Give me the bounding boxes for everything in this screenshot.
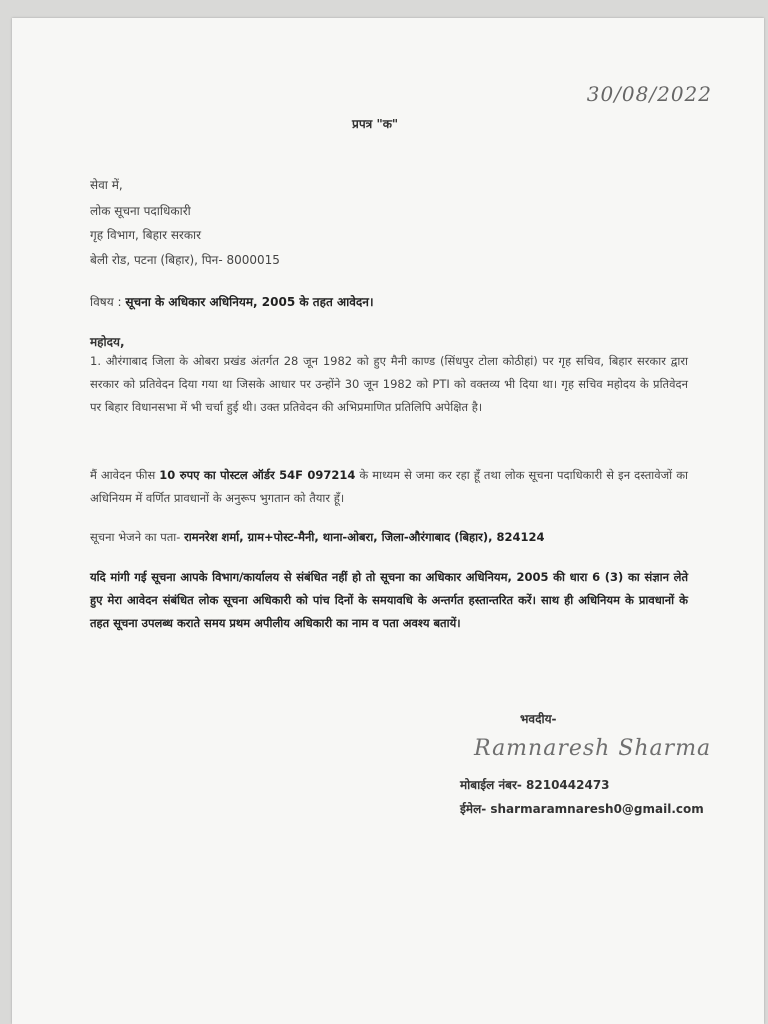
subject-text: सूचना के अधिकार अधिनियम, 2005 के तहत आवेदन।: [125, 295, 374, 309]
paragraph-address: [90, 526, 688, 549]
paragraph-request: 1. औरंगाबाद जिला के ओबरा प्रखंड अंतर्गत 28 जून 1982 को हुए मैनी काण्ड (सिंधपुर टोला कोठीहां) पर गृह सचिव, बिहार सरकार द्वारा सरकार को प्रतिवेदन दिया गया था जिसके आधार पर उन्होंने 30 जून 1982 को PTI को वक्तव्य भी दिया था। गृह सचिव महोदय के प्रतिवेदन पर बिहार विधानसभा में भी चर्चा हुई थी। उक्त प्रतिवेदन की अभिप्रमाणित प्रतिलिपि अपेक्षित है।: [90, 354, 688, 414]
postal-order-detail: 10 रुपए का पोस्टल ऑर्डर 54F 097214: [159, 468, 356, 482]
salutation: महोदय,: [90, 335, 125, 349]
paragraph-fee: [90, 464, 688, 510]
address-line-3: गृह विभाग, बिहार सरकार: [90, 228, 202, 242]
mobile-number: मोबाईल नंबर- 8210442473: [460, 778, 610, 792]
signature: Ramnaresh Sharma: [474, 736, 712, 761]
address-line-2: लोक सूचना पदाधिकारी: [90, 204, 191, 218]
subject-prefix: विषय :: [90, 295, 126, 309]
closing-text: भवदीय-: [520, 712, 557, 726]
paragraph-transfer: यदि मांगी गई सूचना आपके विभाग/कार्यालय से संबंधित नहीं हो तो सूचना का अधिकार अधिनियम, 2005 की धारा 6 (3) का संज्ञान लेते हुए मेरा आवेदन संबंधित लोक सूचना अधिकारी को पांच दिनों के समयावधि के अन्तर्गत हस्तान्तरित करें। साथ ही अधिनियम के प्रावधानों के तहत सूचना उपलब्ध कराते समय प्रथम अपीलीय अधिकारी का नाम व पता अवश्य बतायें।: [90, 570, 688, 630]
document-page: [12, 18, 764, 1024]
address-line-4: बेली रोड, पटना (बिहार), पिन- 8000015: [90, 253, 280, 267]
subject-line: [90, 293, 374, 310]
fee-text-start: मैं आवेदन फीस: [90, 468, 160, 482]
applicant-address: रामनरेश शर्मा, ग्राम+पोस्ट-मैनी, थाना-ओबरा, जिला-औरंगाबाद (बिहार), 824124: [184, 530, 545, 544]
address-line-1: सेवा में,: [90, 178, 123, 192]
fee-text-end: के माध्यम से जमा कर रहा हूँ तथा लोक सूचना पदाधिकारी से इन दस्तावेजों का अधिनियम में वर्णित प्रावधानों के अनुरूप भुगतान को तैयार हूँ।: [90, 468, 689, 505]
email-address: ईमेल- sharmaramnaresh0@gmail.com: [460, 802, 704, 816]
form-title: प्रपत्र "क": [352, 117, 399, 131]
handwritten-date: 30/08/2022: [586, 82, 712, 106]
address-label: सूचना भेजने का पता-: [90, 530, 185, 544]
